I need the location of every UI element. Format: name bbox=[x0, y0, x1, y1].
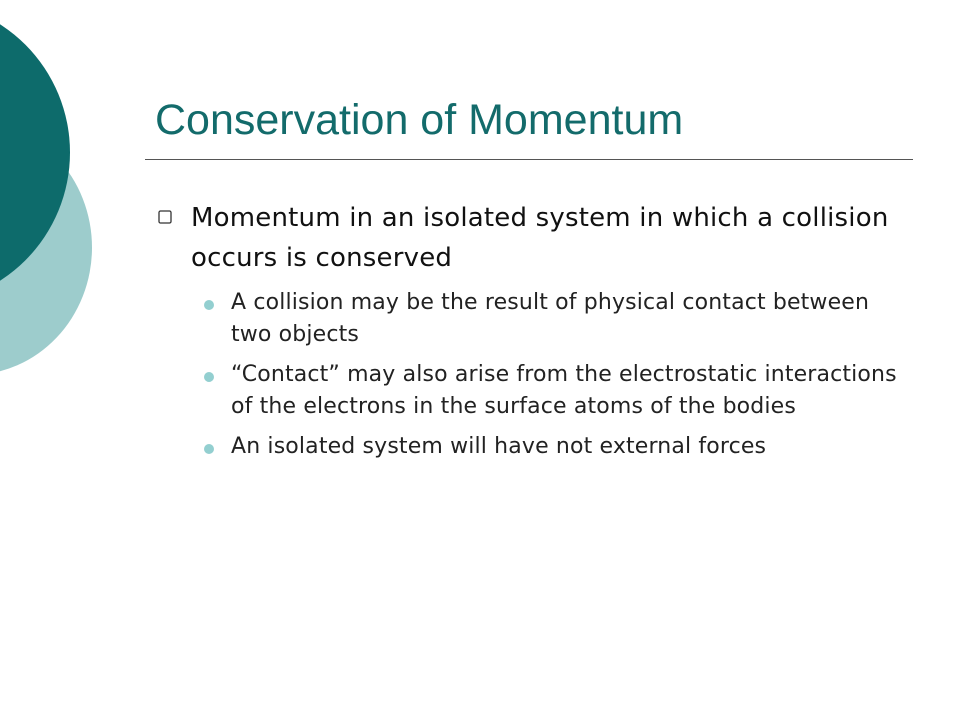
main-bullet-text: Momentum in an isolated system in which a collision occurs is conserved bbox=[191, 203, 889, 273]
slide-body bbox=[150, 198, 910, 471]
sub-bullet-text: A collision may be the result of physical contact between two objects bbox=[231, 290, 870, 347]
main-bullet bbox=[150, 198, 910, 278]
sub-bullet bbox=[150, 359, 910, 423]
sub-bullet-list bbox=[150, 287, 910, 463]
sub-bullet bbox=[150, 287, 910, 351]
sub-bullet-dot bbox=[204, 372, 214, 382]
slide-title: Conservation of Momentum bbox=[155, 96, 684, 144]
sub-bullet-text: An isolated system will have not external forces bbox=[231, 434, 767, 459]
sub-bullet-dot bbox=[204, 444, 214, 454]
sub-bullet-text: “Contact” may also arise from the electrostatic interactions of the electrons in the surface atoms of the bodies bbox=[231, 362, 897, 419]
sub-bullet bbox=[150, 431, 910, 463]
hollow-square-bullet-icon bbox=[158, 210, 172, 224]
title-divider bbox=[145, 159, 913, 160]
sub-bullet-dot bbox=[204, 300, 214, 310]
